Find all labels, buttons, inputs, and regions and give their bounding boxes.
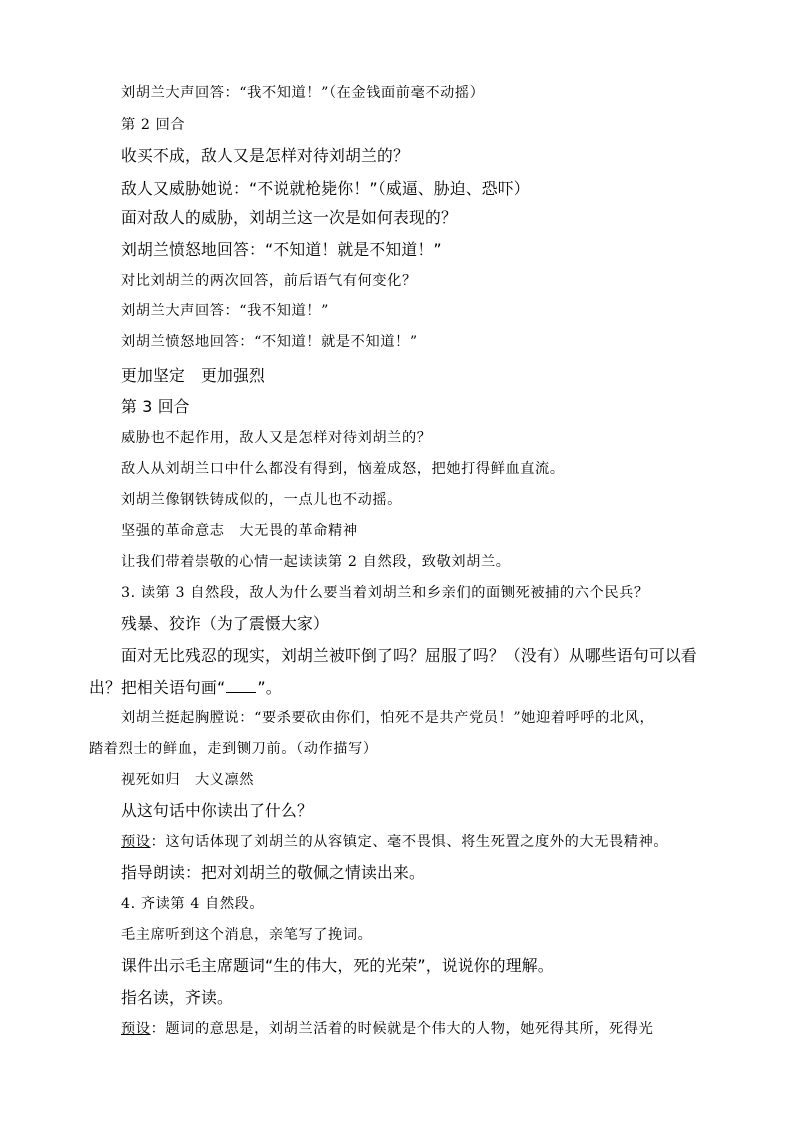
comparison-question: 对比刘胡兰的两次回答，前后语气有何变化？ [121, 273, 417, 289]
question-line: 从这句话中你读出了什么？ [121, 801, 313, 820]
answer-line: 刘胡兰愤怒地回答：“不知道！就是不知道！” [121, 334, 418, 350]
summary-line: 坚强的革命意志 大无畏的革命精神 [121, 523, 358, 539]
answer-line: 残暴、狡诈（为了震慑大家） [121, 614, 329, 633]
body-line: 课件出示毛主席题词“生的伟大，死的光荣”，说说你的理解。 [121, 956, 554, 975]
question-line: 威胁也不起作用，敌人又是怎样对待刘胡兰的？ [121, 430, 432, 446]
body-line: 刘胡兰像钢铁铸成似的，一点儿也不动摇。 [121, 492, 402, 508]
threat-line: 敌人又威胁她说：“不说就枪毙你！”（威逼、胁迫、恐吓） [121, 179, 530, 198]
question-line-continued [89, 675, 282, 698]
question-line: 面对敌人的威胁，刘胡兰这一次是如何表现的？ [121, 208, 457, 227]
body-line: 让我们带着崇敬的心情一起读读第 2 自然段，致敬刘胡兰。 [121, 554, 511, 570]
conclusion-line: 更加坚定 更加强烈 [121, 366, 265, 385]
question-text-end: ”。 [257, 678, 282, 697]
section-3-question: 3. 读第 3 自然段，敌人为什么要当着刘胡兰和乡亲们的面铡死被捕的六个民兵？ [121, 585, 649, 601]
preset-label: 预设 [121, 834, 151, 850]
answer-line: 刘胡兰愤怒地回答：“不知道！就是不知道！” [121, 240, 442, 259]
preset-label: 预设 [121, 1021, 151, 1037]
preset-line [121, 831, 668, 851]
question-text: 出？把相关语句画“ [89, 678, 226, 697]
preset-line [121, 1018, 653, 1038]
body-line: 毛主席听到这个消息，亲笔写了挽词。 [121, 927, 373, 943]
reading-guide-line: 指导朗读：把对刘胡兰的敬佩之情读出来。 [121, 863, 425, 882]
quote-line: 刘胡兰挺起胸膛说：“要杀要砍由你们，怕死不是共产党员！”她迎着呼呼的北风， [121, 710, 655, 726]
quote-line-continued: 踏着烈士的鲜血，走到铡刀前。（动作描写） [89, 741, 378, 757]
round-2-heading: 第 2 回合 [121, 117, 186, 133]
summary-line: 视死如归 大义凛然 [121, 772, 255, 788]
body-line: 敌人从刘胡兰口中什么都没有得到，恼羞成怒，把她打得鲜血直流。 [121, 461, 565, 477]
answer-line-1: 刘胡兰大声回答：“我不知道！”（在金钱面前毫不动摇） [121, 85, 485, 101]
answer-line: 刘胡兰大声回答：“我不知道！” [121, 303, 329, 319]
preset-text: ：这句话体现了刘胡兰的从容镇定、毫不畏惧、将生死置之度外的大无畏精神。 [150, 834, 669, 850]
question-line: 面对无比残忍的现实，刘胡兰被吓倒了吗？屈服了吗？（没有）从哪些语句可以看 [121, 646, 697, 665]
round-3-heading: 第 3 回合 [121, 397, 190, 416]
preset-text: ：题词的意思是，刘胡兰活着的时候就是个伟大的人物，她死得其所，死得光 [150, 1021, 654, 1037]
underline-blank [226, 680, 256, 693]
body-line: 指名读，齐读。 [121, 988, 233, 1007]
question-line: 收买不成，敌人又是怎样对待刘胡兰的？ [121, 146, 409, 165]
section-4-heading: 4. 齐读第 4 自然段。 [121, 896, 265, 912]
